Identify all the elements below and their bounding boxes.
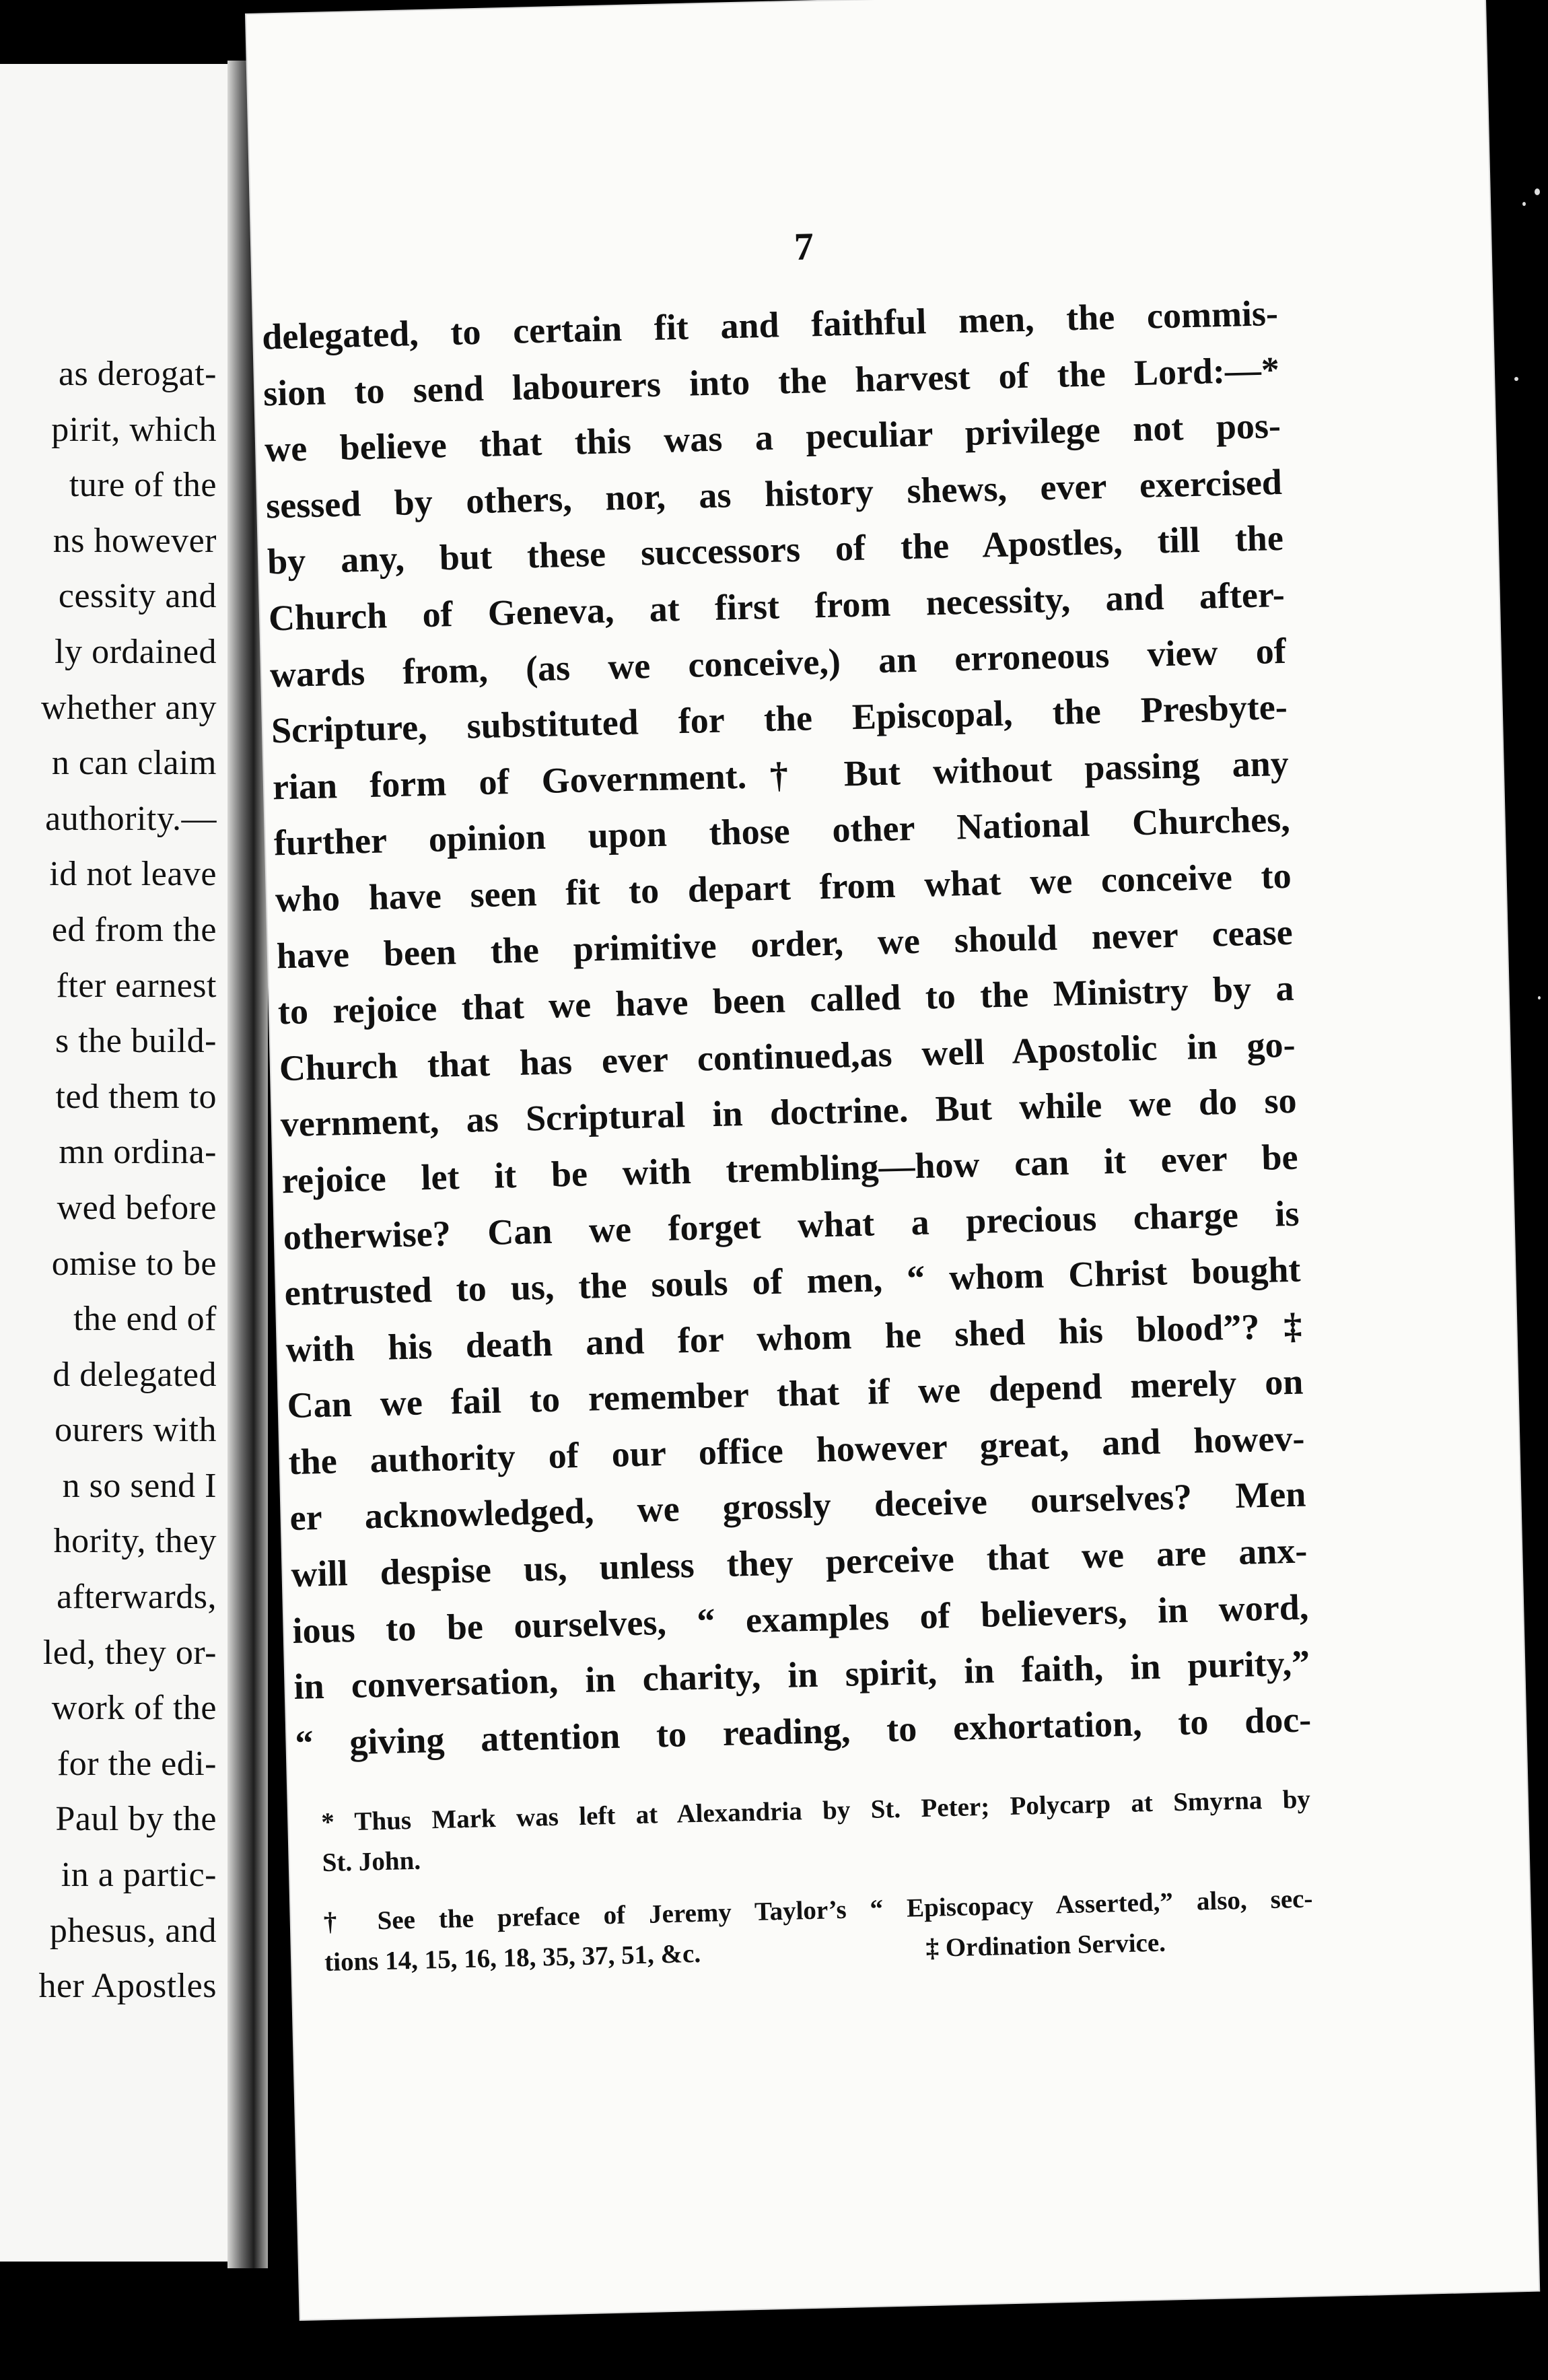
left-page-text — [0, 347, 217, 2015]
right-page — [246, 0, 1539, 2319]
page-number: 7 — [794, 224, 814, 269]
left-page-line: ted them to — [55, 1077, 217, 1116]
dust-speck — [1535, 188, 1540, 195]
body-line: er acknowledged, we grossly deceive ourselves? Men — [289, 1473, 1306, 1539]
body-line: Can we fail to remember that if we depend merely on — [286, 1361, 1304, 1426]
dust-speck — [1522, 202, 1526, 206]
left-page-line: s the build- — [55, 1022, 217, 1061]
body-line: delegated, to certain fit and faithful men, the commis- — [261, 293, 1279, 357]
left-page-line: authority.— — [45, 799, 217, 838]
body-line: ious to be ourselves, “ examples of believers, in word, — [291, 1586, 1309, 1651]
body-line: rejoice let it be with trembling—how can it ever be — [281, 1136, 1299, 1201]
left-page-line: ed from the — [51, 910, 217, 949]
left-page-line: whether any — [40, 688, 217, 727]
left-facing-page — [0, 64, 244, 2262]
left-page-line: cessity and — [58, 577, 217, 616]
left-page-line: her Apostles — [38, 1967, 217, 2006]
footnote-dagger-line-2: tions 14, 15, 16, 18, 35, 37, 51, &c. — [324, 1938, 701, 1978]
left-page-line: mn ordina- — [59, 1133, 217, 1172]
dust-speck — [1514, 377, 1518, 381]
body-line: who have seen fit to depart from what we conceive to — [275, 855, 1292, 920]
left-page-line: fter earnest — [56, 966, 217, 1005]
body-line: wards from, (as we conceive,) an erroneous view of — [269, 630, 1287, 695]
body-line: by any, but these successors of the Apostles, till the — [267, 518, 1284, 582]
left-page-line: phesus, and — [49, 1911, 217, 1950]
body-line: Church of Geneva, at first from necessity, and after- — [268, 573, 1286, 639]
body-line: sion to send labourers into the harvest of the Lord:—* — [262, 349, 1280, 414]
body-line: in conversation, in charity, in spirit, in faith, in purity,” — [293, 1642, 1310, 1708]
left-page-line: led, they or- — [42, 1633, 217, 1672]
left-page-line: as derogat- — [58, 355, 217, 393]
left-page-line: for the edi- — [57, 1744, 217, 1783]
body-line: sessed by others, nor, as history shews, ever exercised — [265, 461, 1283, 526]
body-line: will despise us, unless they perceive that we are anx- — [290, 1530, 1308, 1595]
left-page-line: the end of — [73, 1300, 217, 1339]
footnote-star-line-1: * Thus Mark was left at Alexandria by St. Peter; Polycarp at Smyrna by — [320, 1784, 1311, 1838]
body-line: entrusted to us, the souls of men, “ whom Christ bought — [284, 1249, 1302, 1314]
body-line: Church that has ever continued,as well Apostolic in go- — [279, 1024, 1296, 1088]
left-page-line: ly ordained — [55, 632, 217, 671]
left-page-line: n so send I — [62, 1466, 217, 1505]
footnote-dagger-line-1: † See the preface of Jeremy Taylor’s “ Episcopacy Asserted,” also, sec- — [323, 1884, 1313, 1937]
dust-speck — [1538, 996, 1541, 1000]
body-line: rian form of Government.† But without passing any — [272, 742, 1290, 808]
body-line: we believe that this was a peculiar privilege not pos- — [264, 405, 1281, 470]
body-line: further opinion upon those other National Churches, — [273, 799, 1291, 864]
body-line: vernment, as Scriptural in doctrine. But while we do so — [280, 1080, 1298, 1145]
body-text — [261, 285, 1312, 1772]
footnotes — [321, 1779, 1314, 1983]
body-line: have been the primitive order, we should never cease — [276, 911, 1294, 976]
body-line: the authority of our office however great, and howev- — [287, 1418, 1305, 1482]
left-page-line: ture of the — [69, 466, 217, 505]
left-page-line: wed before — [57, 1188, 217, 1227]
left-page-line: ns however — [52, 521, 217, 560]
left-page-line: omise to be — [51, 1244, 217, 1283]
left-page-line: hority, they — [53, 1522, 217, 1561]
body-line: Scripture, substituted for the Episcopal, the Presbyte- — [271, 687, 1288, 751]
left-page-line: pirit, which — [51, 410, 217, 449]
left-page-line: d delegated — [52, 1355, 217, 1394]
left-page-line: ourers with — [55, 1411, 217, 1450]
body-line: otherwise? Can we forget what a precious charge is — [283, 1193, 1300, 1257]
left-page-line: Paul by the — [55, 1800, 217, 1839]
left-page-line: afterwards, — [57, 1578, 217, 1617]
footnote-double-dagger: ‡ Ordination Service. — [925, 1928, 1166, 1963]
left-page-line: n can claim — [51, 744, 217, 783]
left-page-line: in a partic- — [61, 1856, 217, 1895]
left-page-line: id not leave — [49, 855, 217, 894]
left-page-line: work of the — [51, 1689, 217, 1728]
body-line: with his death and for whom he shed his blood”?‡ — [285, 1305, 1303, 1370]
body-line: to rejoice that we have been called to the Ministry by a — [277, 967, 1295, 1032]
footnote-star-line-2: St. John. — [322, 1846, 421, 1878]
body-line: “ giving attention to reading, to exhortation, to doc- — [294, 1699, 1312, 1763]
